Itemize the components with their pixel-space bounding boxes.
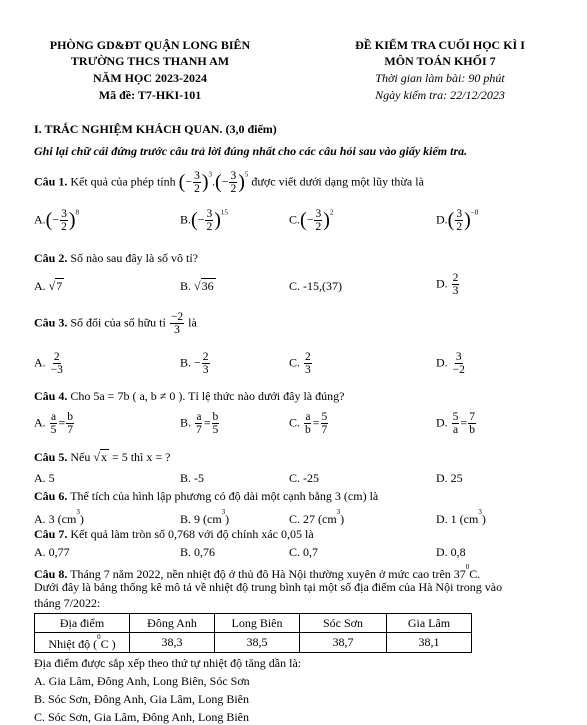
- q7-option-b: B. 0,76: [180, 545, 216, 559]
- question-6: Câu 6. Thể tích của hình lập phương có độ dài một cạnh bằng 3 (cm) là: [34, 489, 379, 503]
- q6-option-c: C. 27 $(cm^3)$: [289, 508, 345, 526]
- q6-option-b: B. 9 $(cm^3)$: [180, 508, 230, 526]
- table-header-cell: Địa điểm: [35, 614, 130, 633]
- q4-option-d: D. $\frac{5}{a}$ = $\frac{7}{b}$: [436, 411, 475, 437]
- table-cell: 38,5: [215, 633, 300, 653]
- q8-line-2: Dưới đây là bảng thống kê mô tả về nhiệt độ trung bình tại một số địa điểm của Hà Nội trong vào: [34, 580, 503, 594]
- exam-duration: Thời gian làm bài: 90 phút: [375, 71, 505, 85]
- q8-line-3: tháng 7/2022:: [34, 596, 101, 610]
- subject-title: MÔN TOÁN KHỐI 7: [384, 54, 496, 68]
- dept-name: PHÒNG GD&ĐT QUẬN LONG BIÊN: [49, 38, 251, 52]
- question-1: Câu 1. Kết quả của phép tính (− $\frac{3}{2}$ )$^3$.(− $\frac{3}{2}$ )$^5$ được viết dưới dạng một lũy thừa là: [34, 170, 424, 196]
- table-header-row: [35, 614, 472, 633]
- question-8: Câu 8. Tháng 7 năm 2022, nền nhiệt độ ở thủ đô Hà Nội thường xuyên ở mức cao trên $37^0C$.: [34, 563, 481, 581]
- q8-option-b: B. Sóc Sơn, Đông Anh, Gia Lâm, Long Biên: [34, 692, 250, 706]
- table-row: [35, 633, 472, 653]
- q2-option-d: D. $\frac{2}{3}$: [436, 272, 459, 298]
- q1-option-a: A.(− $\frac{3}{2}$ )$^8$: [34, 208, 80, 234]
- exam-date: Ngày kiểm tra: 22/12/2023: [375, 88, 505, 102]
- q5-option-d: D. 25: [436, 471, 463, 485]
- q4-option-b: B. $\frac{a}{7}$ = $\frac{b}{5}$: [180, 411, 219, 437]
- q7-option-d: D. 0,8: [436, 545, 466, 559]
- q3-option-b: B. − $\frac{2}{3}$: [180, 351, 209, 377]
- table-header-cell: Gia Lâm: [387, 614, 472, 633]
- q1-option-b: B.(− $\frac{3}{2}$ )$^{15}$: [180, 208, 228, 234]
- table-cell: 38,7: [300, 633, 387, 653]
- q4-option-c: C. $\frac{a}{b}$ = $\frac{5}{7}$: [289, 411, 328, 437]
- q8-option-a: A. Gia Lâm, Đông Anh, Long Biên, Sóc Sơn: [34, 674, 250, 688]
- q8-prompt: Địa điểm được sắp xếp theo thứ tự nhiệt độ tăng dần là:: [34, 656, 302, 670]
- q1-option-c: C.(− $\frac{3}{2}$ )$^2$: [289, 208, 334, 234]
- q4-option-a: A. $\frac{a}{5}$ = $\frac{b}{7}$: [34, 411, 73, 437]
- q7-option-c: C. 0,7: [289, 545, 319, 559]
- question-2: Câu 2. Số nào sau đây là số vô tỉ?: [34, 251, 198, 265]
- q8-option-c: C. Sóc Sơn, Gia Lâm, Đông Anh, Long Biên: [34, 710, 250, 724]
- q6-option-d: D. 1 $(cm^3)$: [436, 508, 486, 526]
- table-header-cell: Sóc Sơn: [300, 614, 387, 633]
- q3-option-c: C. $\frac{2}{3}$: [289, 351, 311, 377]
- q5-option-b: B. -5: [180, 471, 204, 485]
- table-cell: 38,1: [387, 633, 472, 653]
- q2-option-b: B. √36: [180, 279, 214, 293]
- section-title: I. TRẮC NGHIỆM KHÁCH QUAN. (3,0 điểm): [34, 122, 277, 136]
- table-cell: 38,3: [130, 633, 215, 653]
- table-header-cell: Đông Anh: [130, 614, 215, 633]
- q3-option-a: A. $\frac{2}{-3}$: [34, 351, 63, 377]
- school-name: TRƯỜNG THCS THANH AM: [70, 54, 230, 68]
- school-year: NĂM HỌC 2023-2024: [93, 71, 207, 85]
- q2-option-c: C. -15,(37): [289, 279, 342, 293]
- q6-option-a: A. 3 $(cm^3)$: [34, 508, 84, 526]
- table-row-label: Nhiệt độ ($^0$C ): [35, 633, 130, 653]
- exam-title: ĐỀ KIỂM TRA CUỐI HỌC KÌ I: [355, 38, 525, 52]
- question-3: Câu 3. Số đối của số hữu tỉ $\frac{-2}{3}$ là: [34, 311, 197, 337]
- question-5: Câu 5. Nếu √x = 5 thì x = ?: [34, 450, 171, 464]
- q3-option-d: D. $\frac{3}{-2}$: [436, 351, 465, 377]
- temperature-table: [34, 613, 472, 653]
- section-instruction: Ghi lại chữ cái đứng trước câu trả lời đúng nhất cho các câu hỏi sau vào giấy kiểm tra.: [34, 144, 468, 158]
- table-header-cell: Long Biên: [215, 614, 300, 633]
- q5-option-a: A. 5: [34, 471, 55, 485]
- question-7: Câu 7. Kết quả làm tròn số 0,768 với độ chính xác 0,05 là: [34, 527, 314, 541]
- q1-option-d: D.( $\frac{3}{2}$ )$^{-8}$: [436, 208, 479, 234]
- q7-option-a: A. 0,77: [34, 545, 70, 559]
- q2-option-a: A. √7: [34, 279, 63, 293]
- question-4: Câu 4. Cho 5a = 7b ( a, b ≠ 0 ). Tỉ lệ thức nào dưới đây là đúng?: [34, 389, 345, 403]
- exam-code: Mã đề: T7-HKI-101: [98, 88, 202, 102]
- q5-option-c: C. -25: [289, 471, 319, 485]
